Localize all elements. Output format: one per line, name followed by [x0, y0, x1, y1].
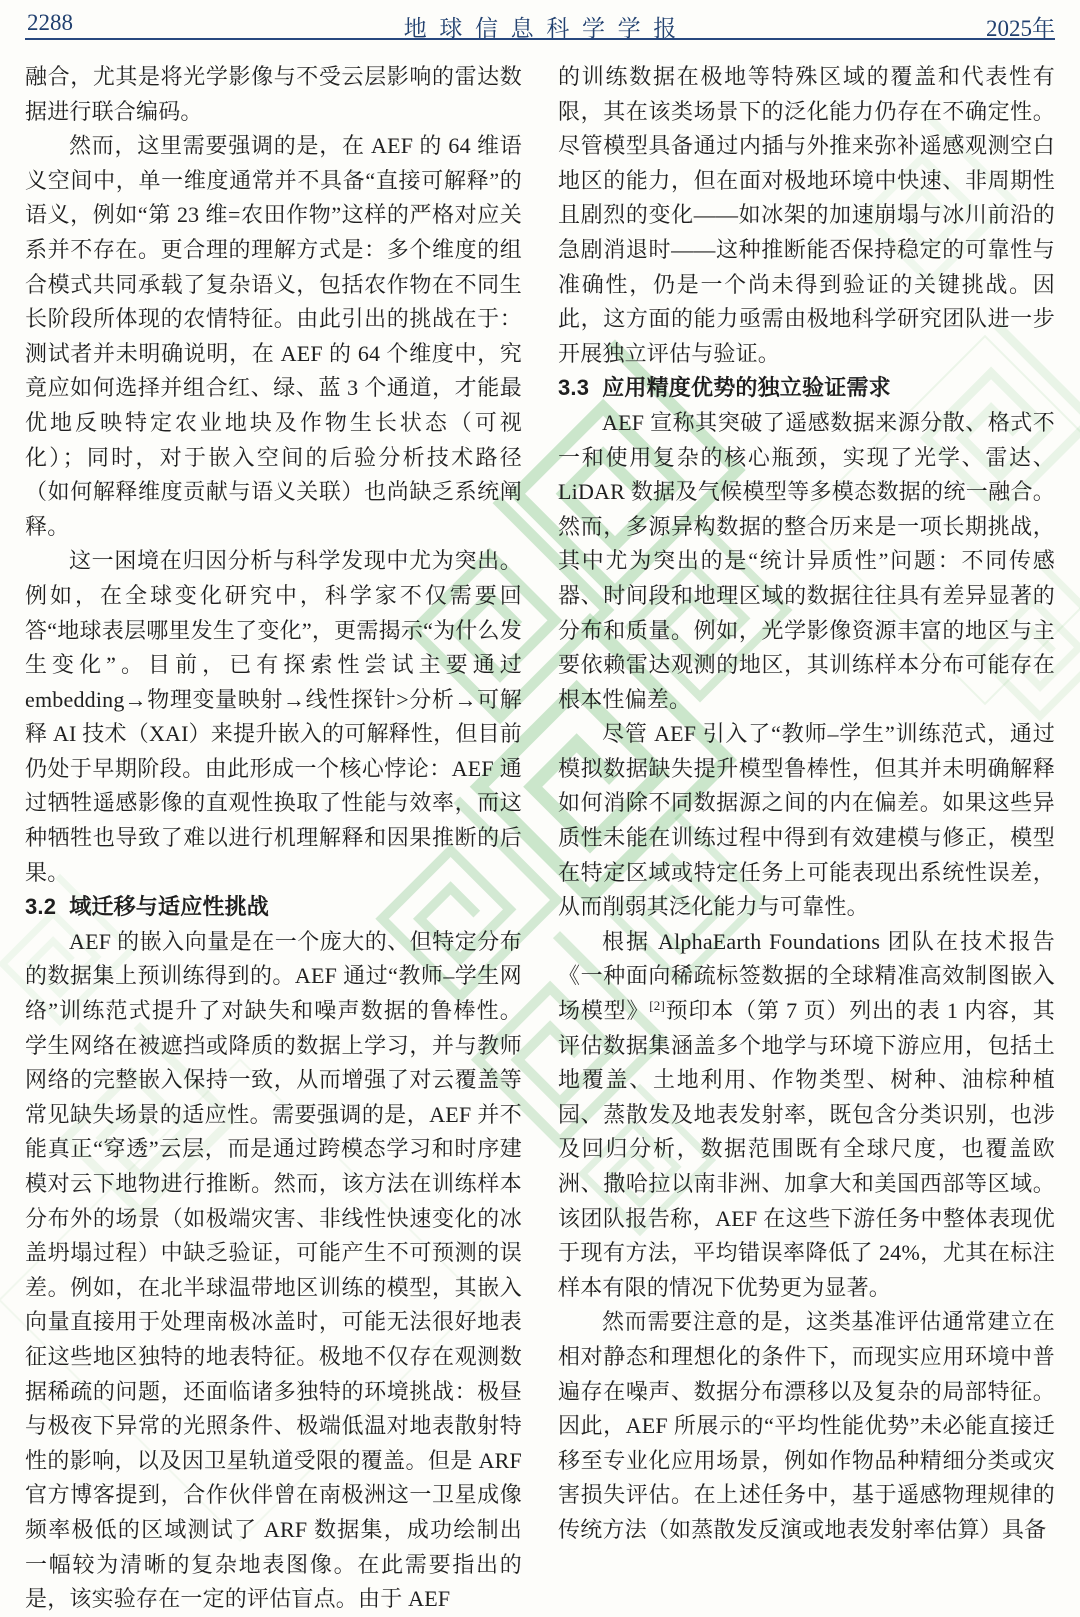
- paragraph: AEF 的嵌入向量是在一个庞大的、但特定分布的数据集上预训练得到的。AEF 通过“教师–学生网络”训练范式提升了对缺失和噪声数据的鲁棒性。学生网络在被遮挡或降质的数据上学习，并与教师网络的完整嵌入保持一致，从而增强了对云覆盖等常见缺失场景的适应性。需要强调的是，AEF 并不能真正“穿透”云层，而是通过跨模态学习和时序建模对云下地物进行推断。然而，该方法在训练样本分布外的场景（如极端灾害、非线性快速变化的冰盖坍塌过程）中缺乏验证，可能产生不可预测的误差。例如，在北半球温带地区训练的模型，其嵌入向量直接用于处理南极冰盖时，可能无法很好地表征这些地区独特的地表特征。极地不仅存在观测数据稀疏的问题，还面临诸多独特的环境挑战：极昼与极夜下异常的光照条件、极端低温对地表散射特性的影响，以及因卫星轨道受限的覆盖。但是 ARF 官方博客提到，合作伙伴曾在南极洲这一卫星成像频率极低的区域测试了 ARF 数据集，成功绘制出一幅较为清晰的复杂地表图像。在此需要指出的是，该实验存在一定的评估盲点。由于 AEF: [25, 928, 522, 1612]
- year-label: 2025年: [986, 16, 1055, 41]
- citation-ref: [2]: [649, 998, 666, 1014]
- paragraph-text: 预印本（第 7 页）列出的表 1 内容，其评估数据集涵盖多个地学与环境下游应用，包括土地覆盖、土地利用、作物类型、树种、油棕种植园、蒸散发及地表发射率，既包含分类识别，也涉及回归分析，数据范围既有全球尺度，也覆盖欧洲、撒哈拉以南非洲、加拿大和美国西部等区域。该团队报告称，AEF 在这些下游任务中整体表现优于现有方法，平均错误率降低了 24%，尤其在标注样本有限的情况下优势更为显著。: [558, 998, 1055, 1300]
- paragraph: 然而，这里需要强调的是，在 AEF 的 64 维语义空间中，单一维度通常并不具备“直接可解释”的语义，例如“第 23 维=农田作物”这样的严格对应关系并不存在。更合理的理解方式是：多个维度的组合模式共同承载了复杂语义，包括农作物在不同生长阶段所体现的农情特征。由此引出的挑战在于：测试者并未明确说明，在 AEF 的 64 个维度中，究竟应如何选择并组合红、绿、蓝 3 个通道，才能最优地反映特定农业地块及作物生长状态（可视化）；同时，对于嵌入空间的后验分析技术路径（如何解释维度贡献与语义关联）也尚缺乏系统阐释。: [25, 133, 522, 539]
- header-divider: [25, 38, 1055, 40]
- paragraph: 这一困境在归因分析与科学发现中尤为突出。例如，在全球变化研究中，科学家不仅需要回答“地球表层哪里发生了变化”，更需揭示“为什么发生变化”。目前，已有探索性尝试主要通过 embedding→物理变量映射→线性探针>分析→可解释 AI 技术（XAI）来提升嵌入的可解释性，但目前仍处于早期阶段。由此形成一个核心悖论：AEF 通过牺牲遥感影像的直观性换取了性能与效率，而这种牺牲也导致了难以进行机理解释和因果推断的后果。: [25, 548, 522, 885]
- paragraph: [558, 925, 1055, 1306]
- article-body: [25, 60, 1055, 1617]
- page-number: 2288: [27, 10, 73, 35]
- section-heading-3-2: [25, 890, 522, 925]
- section-number: 3.3: [558, 375, 590, 401]
- paragraph: 的训练数据在极地等特殊区域的覆盖和代表性有限，其在该类场景下的泛化能力仍存在不确定性。尽管模型具备通过内插与外推来弥补遥感观测空白地区的能力，但在面对极地环境中快速、非周期性且剧烈的变化——如冰架的加速崩塌与冰川前沿的急剧消退时——这种推断能否保持稳定的可靠性与准确性，仍是一个尚未得到验证的关键挑战。因此，这方面的能力亟需由极地科学研究团队进一步开展独立评估与验证。: [558, 64, 1055, 366]
- right-column: [558, 60, 1055, 1617]
- section-number: 3.2: [25, 894, 57, 920]
- running-header: [25, 10, 1055, 40]
- section-title: 域迁移与适应性挑战: [69, 894, 269, 920]
- journal-title: 地球信息科学学报: [403, 16, 689, 41]
- paragraph: 融合，尤其是将光学影像与不受云层影响的雷达数据进行联合编码。: [25, 64, 522, 124]
- paragraph: AEF 宣称其突破了遥感数据来源分散、格式不一和使用复杂的核心瓶颈，实现了光学、雷达、LiDAR 数据及气候模型等多模态数据的统一融合。然而，多源异构数据的整合历来是一项长期挑战，其中尤为突出的是“统计异质性”问题：不同传感器、时间段和地理区域的数据往往具有差异显著的分布和质量。例如，光学影像资源丰富的地区与主要依赖雷达观测的地区，其训练样本分布可能存在根本性偏差。: [558, 409, 1055, 712]
- section-heading-3-3: [558, 371, 1055, 406]
- paragraph-text: 根据 AlphaEarth Foundations 团队在技术报告《一种面向稀疏标签数据的全球精准高效制图嵌入场模型》: [558, 928, 1055, 1024]
- left-column: [25, 60, 522, 1617]
- paragraph: 然而需要注意的是，这类基准评估通常建立在相对静态和理想化的条件下，而现实应用环境中普遍存在噪声、数据分布漂移以及复杂的局部特征。因此，AEF 所展示的“平均性能优势”未必能直接迁移至专业化应用场景，例如作物品种精细分类或灾害损失评估。在上述任务中，基于遥感物理规律的传统方法（如蒸散发反演或地表发射率估算）具备: [558, 1309, 1055, 1542]
- section-title: 应用精度优势的独立验证需求: [602, 375, 891, 401]
- paragraph: 尽管 AEF 引入了“教师–学生”训练范式，通过模拟数据缺失提升模型鲁棒性，但其并未明确解释如何消除不同数据源之间的内在偏差。如果这些异质性未能在训练过程中得到有效建模与修正，模型在特定区域或特定任务上可能表现出系统性误差，从而削弱其泛化能力与可靠性。: [558, 721, 1055, 920]
